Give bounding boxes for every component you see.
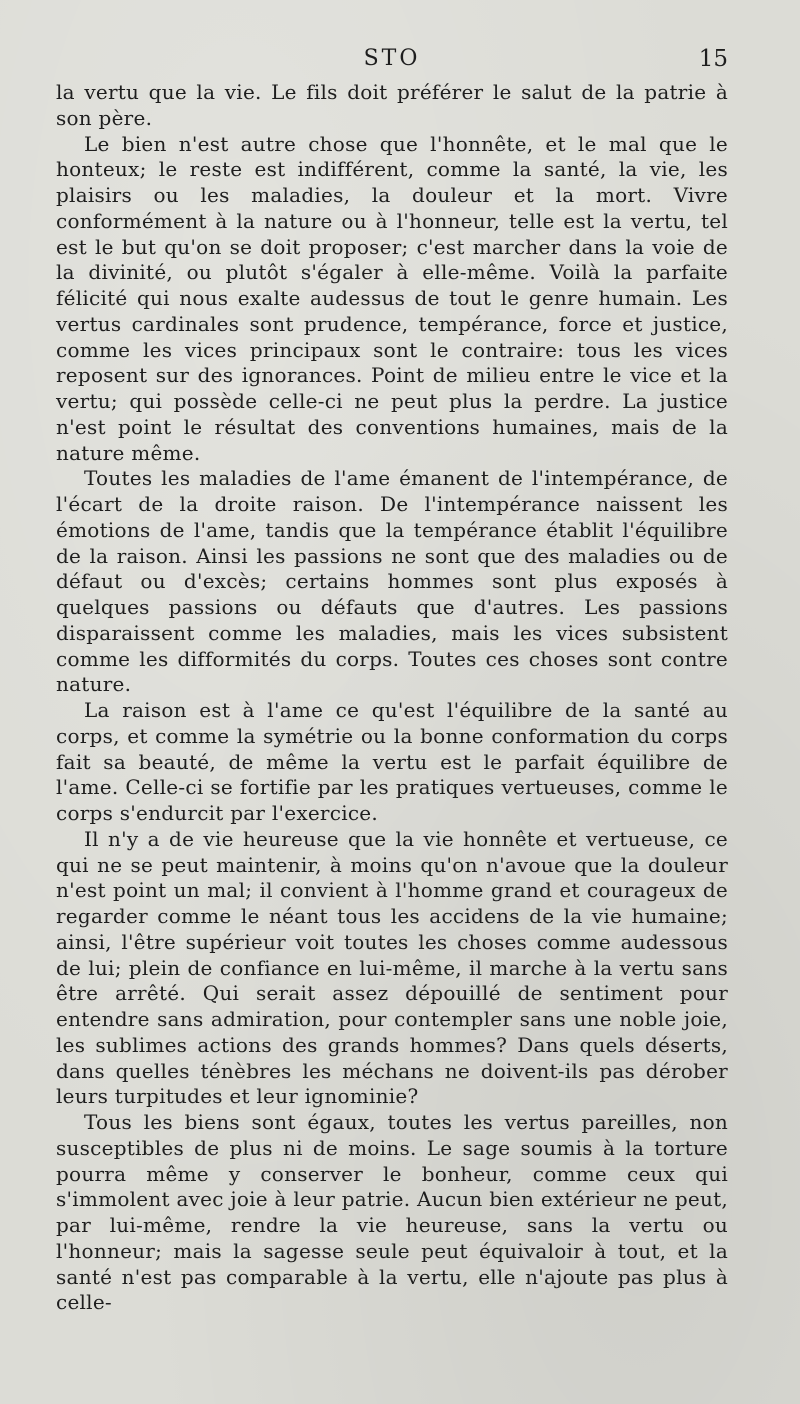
paragraph-continued: la vertu que la vie. Le fils doit préférer le salut de la patrie à son père.: [56, 80, 728, 130]
running-head: [56, 42, 728, 80]
body-text: [56, 80, 728, 1316]
running-title: STO: [363, 46, 421, 71]
page-number: 15: [698, 46, 728, 72]
book-page: [56, 42, 728, 1316]
paragraph-passions: Toutes les maladies de l'ame émanent de l'intempérance, de l'écart de la droite raison. De l'intempérance naissent les émotions de l'ame, tandis que la tempérance établit l'équilibre de la raison. Ainsi les passions ne sont que des maladies ou de défaut ou d'excès; certains hommes sont plus exposés à quelques passions ou défauts que d'autres. Les passions disparaissent comme les maladies, mais les vices subsistent comme les difformités du corps. Toutes ces choses sont contre nature.: [56, 466, 728, 697]
paragraph-equal-goods: Tous les biens sont égaux, toutes les vertus pareilles, non susceptibles de plus ni de moins. Le sage soumis à la torture pourra même y conserver le bonheur, comme ceux qui s'immolent avec joie à leur patrie. Aucun bien extérieur ne peut, par lui-même, rendre la vie heureuse, sans la vertu ou l'honneur; mais la sagesse seule peut équivaloir à tout, et la santé n'est pas comparable à la vertu, elle n'ajoute pas plus à celle-: [56, 1110, 728, 1315]
paragraph-good-and-evil: Le bien n'est autre chose que l'honnête, et le mal que le honteux; le reste est indifférent, comme la santé, la vie, les plaisirs ou les maladies, la douleur et la mort. Vivre conformément à la nature ou à l'honneur, telle est la vertu, tel est le but qu'on se doit proposer; c'est marcher dans la voie de la divinité, ou plutôt s'égaler à elle-même. Voilà la parfaite félicité qui nous exalte audessus de tout le genre humain. Les vertus cardinales sont prudence, tempérance, force et justice, comme les vices principaux sont le contraire: tous les vices reposent sur des ignorances. Point de milieu entre le vice et la vertu; qui possède celle-ci ne peut plus la perdre. La justice n'est point le résultat des conventions humaines, mais de la nature même.: [56, 131, 728, 465]
paragraph-happy-life: Il n'y a de vie heureuse que la vie honnête et vertueuse, ce qui ne se peut maintenir, à moins qu'on n'avoue que la douleur n'est point un mal; il convient à l'homme grand et courageux de regarder comme le néant tous les accidens de la vie humaine; ainsi, l'être supérieur voit toutes les choses comme audessous de lui; plein de confiance en lui-même, il marche à la vertu sans être arrêté. Qui serait assez dépouillé de sentiment pour entendre sans admiration, pour contempler sans une noble joie, les sublimes actions des grands hommes? Dans quels déserts, dans quelles ténèbres les méchans ne doivent-ils pas dérober leurs turpitudes et leur ignominie?: [56, 826, 728, 1109]
paragraph-reason: La raison est à l'ame ce qu'est l'équilibre de la santé au corps, et comme la symétrie ou la bonne conformation du corps fait sa beauté, de même la vertu est le parfait équilibre de l'ame. Celle-ci se fortifie par les pratiques vertueuses, comme le corps s'endurcit par l'exercice.: [56, 698, 728, 825]
